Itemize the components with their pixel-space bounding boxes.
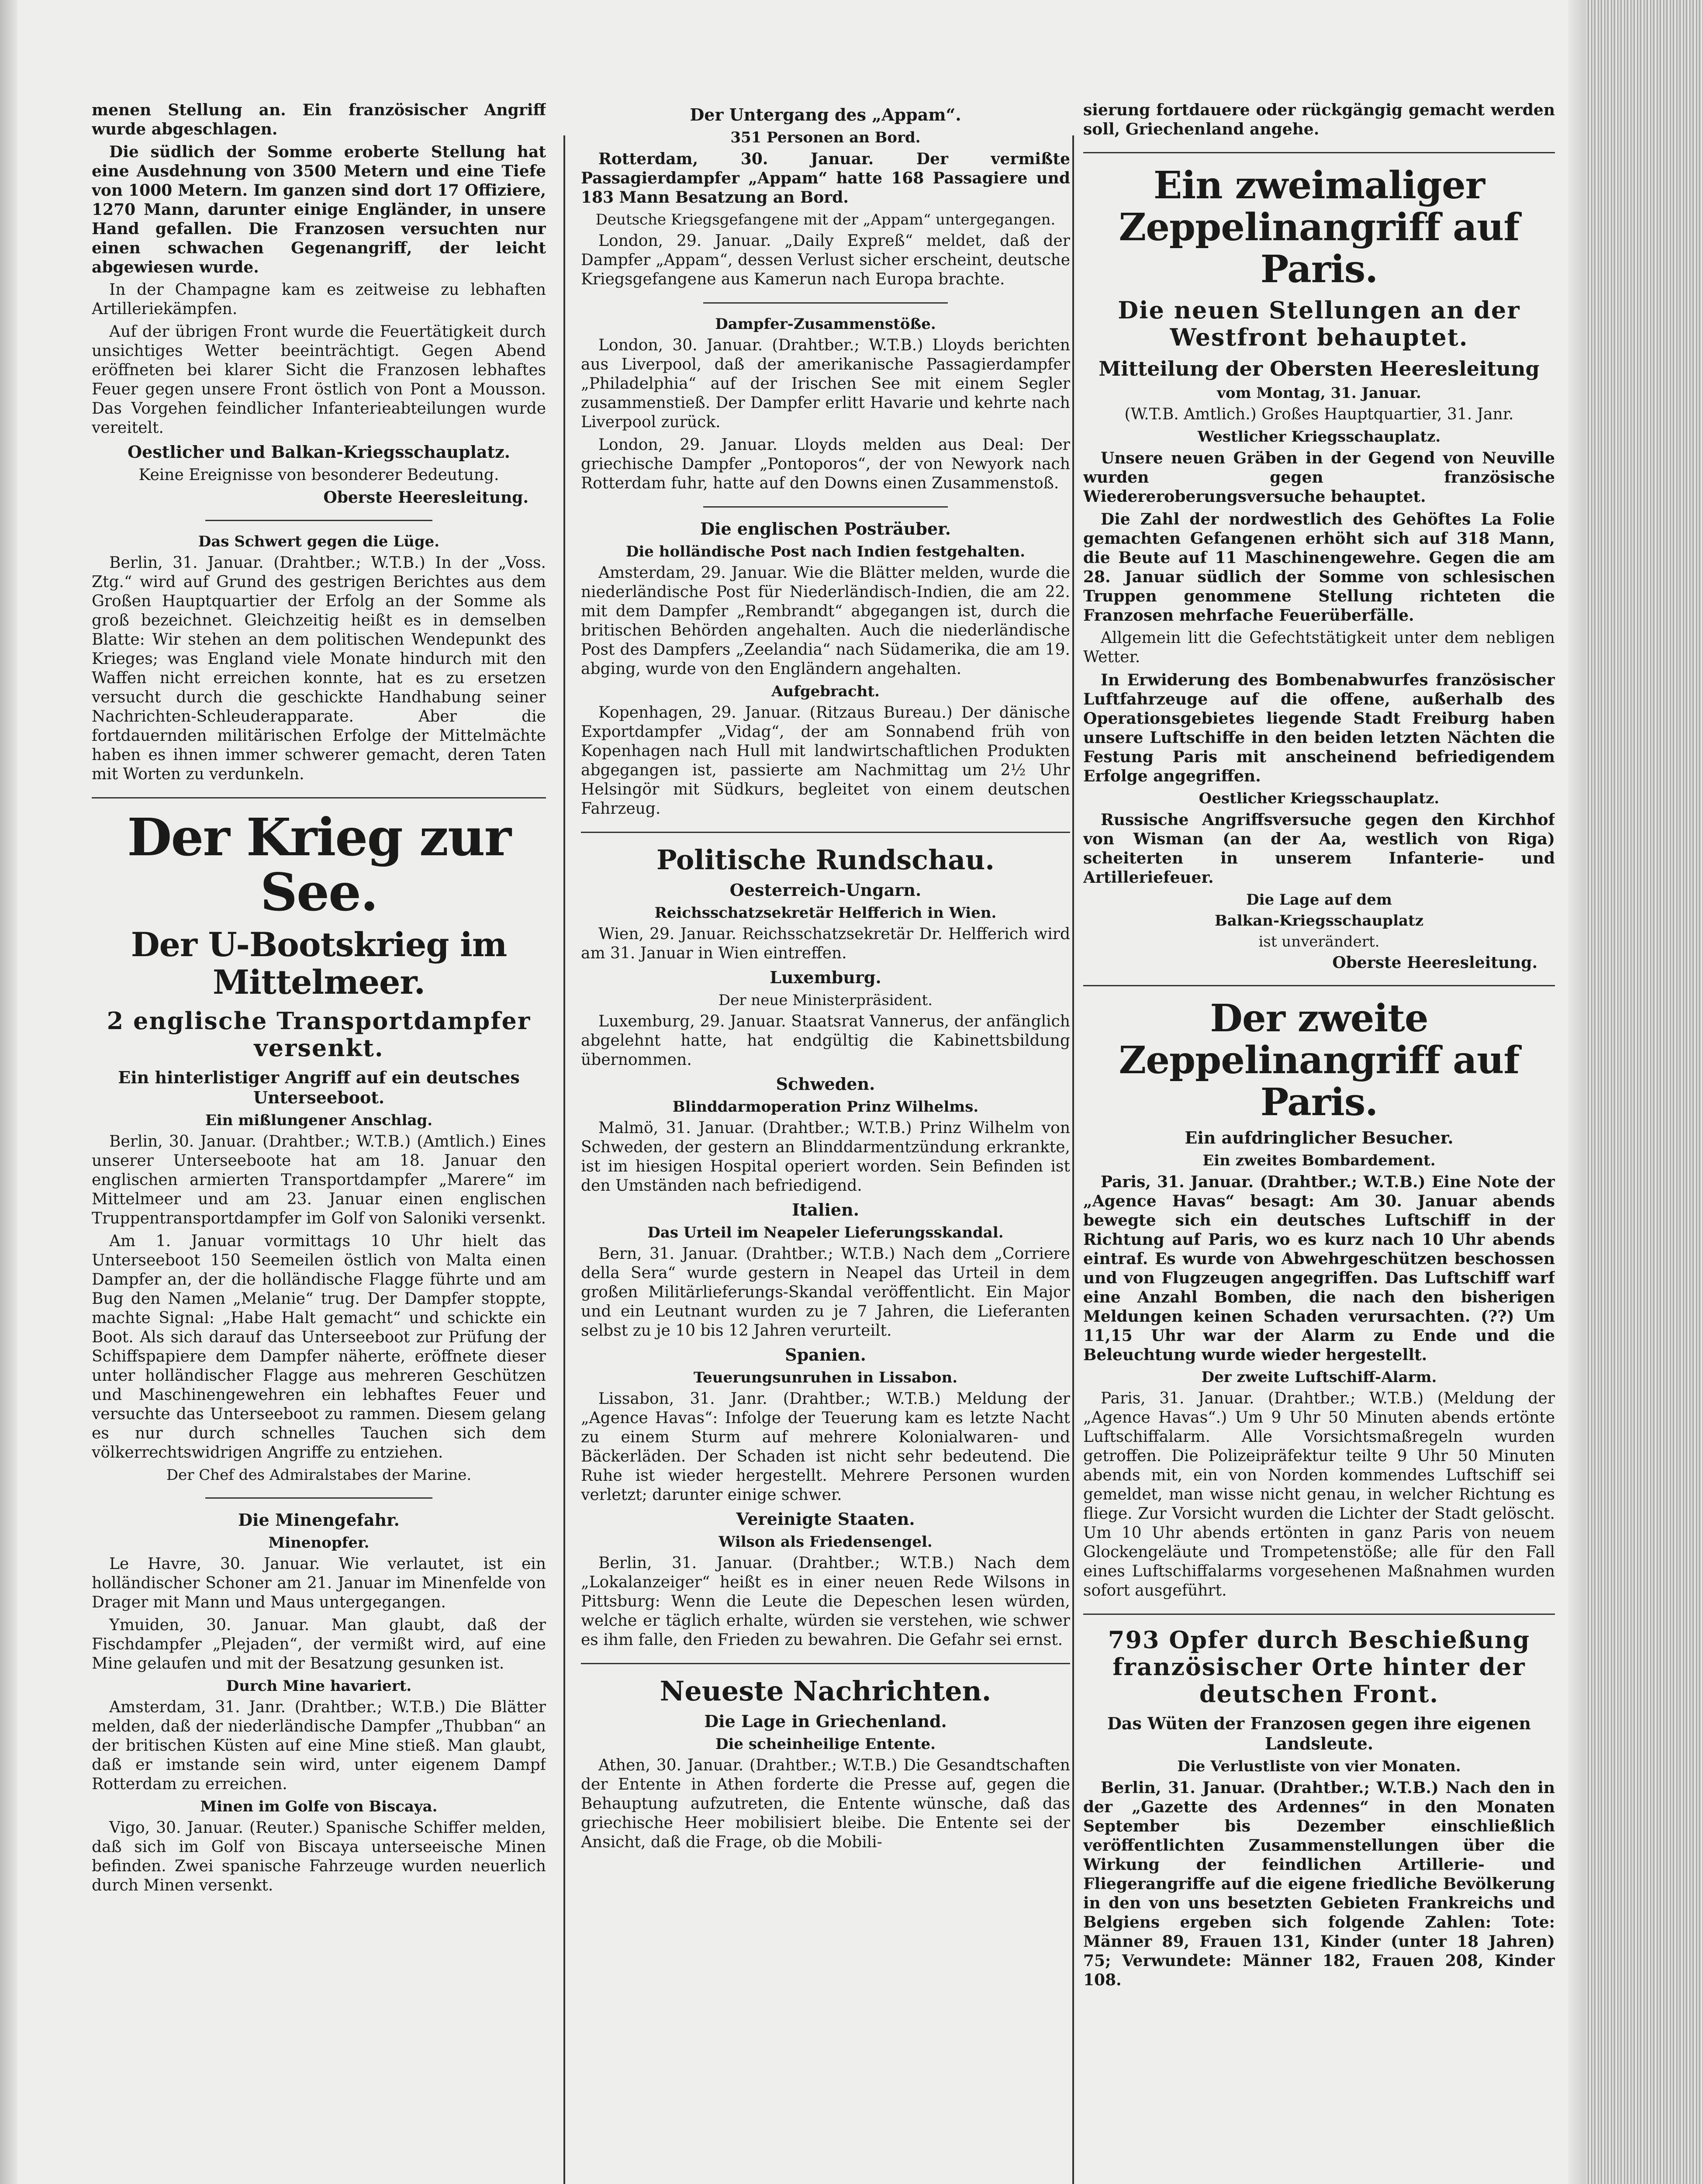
subheadline: Die scheinheilige Entente. bbox=[715, 1735, 936, 1753]
article-paragraph: Berlin, 30. Januar. (Drahtber.; W.T.B.) (Amtlich.) Eines unserer Unterseeboote hat am 18. Januar den englischen armierten Transportdampfer „Marere“ im Mittelmeer und am 23. Januar einen englischen Truppentransportdampfer im Golf von Saloniki versenkt. bbox=[92, 1133, 546, 1227]
subheadline: Das Wüten der Franzosen gegen ihre eigenen Landsleute. bbox=[1107, 1714, 1531, 1753]
country-heading: Schweden. bbox=[776, 1074, 875, 1094]
book-page-edges bbox=[1586, 0, 1703, 2184]
section-heading: Westlicher Kriegsschauplatz. bbox=[1197, 428, 1441, 446]
subheadline: Der zweite Luftschiff-Alarm. bbox=[1201, 1368, 1437, 1386]
article-paragraph: Athen, 30. Januar. (Drahtber.; W.T.B.) Die Gesandtschaften der Entente in Athen forderte die Presse auf, gegen die Behauptung aufzutreten, die Entente wünsche, daß das griechische Heer mobilisiert bleibe. Die Entente sei der Ansicht, daß die Frage, ob die Mobili- bbox=[581, 1756, 1070, 1851]
subheadline: Durch Mine havariert. bbox=[226, 1677, 412, 1695]
article-heading: Dampfer-Zusammenstöße. bbox=[715, 315, 936, 333]
article-paragraph: Allgemein litt die Gefechtstätigkeit unter dem nebligen Wetter. bbox=[1083, 629, 1555, 666]
article-paragraph: Amsterdam, 29. Januar. Wie die Blätter melden, wurde die niederländische Post für Niederländisch-Indien, die am 22. mit dem Dampfer „Rembrandt“ abgegangen ist, durch die britischen Behörden angehalten. Auch die niederländische Post des Dampfers „Zeelandia“ nach Südamerika, die am 19. abging, wurde von den Engländern angehalten. bbox=[581, 564, 1070, 678]
article-paragraph: Unsere neuen Gräben in der Gegend von Neuville wurden gegen französische Wiedereroberungsversuche behauptet. bbox=[1083, 449, 1555, 506]
page-gutter-shadow bbox=[1568, 0, 1586, 2184]
main-headline: Ein zweimaliger Zeppelinangriff auf Paris. bbox=[1119, 163, 1520, 291]
article-heading: Das Schwert gegen die Lüge. bbox=[198, 533, 440, 550]
signature: Der Chef des Admiralstabes der Marine. bbox=[166, 1466, 472, 1484]
subheadline: 351 Personen an Bord. bbox=[730, 129, 921, 146]
subheadline: vom Montag, 31. Januar. bbox=[1217, 384, 1421, 402]
article-heading: Die englischen Posträuber. bbox=[700, 519, 951, 539]
article-paragraph: Russische Angriffsversuche gegen den Kirchhof von Wisman (an der Aa, westlich von Riga) scheiterten in unserem Infanterie- und Artilleriefeuer. bbox=[1083, 811, 1555, 887]
column-3 bbox=[1083, 100, 1555, 2184]
column-divider bbox=[1072, 135, 1074, 2184]
article-heading: Der Untergang des „Appam“. bbox=[690, 105, 961, 124]
divider bbox=[1083, 1614, 1555, 1615]
headline: 793 Opfer durch Beschießung französischer Orte hinter der deutschen Front. bbox=[1108, 1626, 1530, 1708]
subheadline: Die Verlustliste von vier Monaten. bbox=[1177, 1758, 1461, 1775]
article-paragraph: In der Champagne kam es zeitweise zu lebhaften Artilleriekämpfen. bbox=[92, 281, 546, 318]
section-heading: Oestlicher Kriegsschauplatz. bbox=[1199, 790, 1440, 807]
subheadline: Wilson als Friedensengel. bbox=[719, 1533, 933, 1551]
article-paragraph: Die südlich der Somme eroberte Stellung hat eine Ausdehnung von 3500 Metern und eine Tiefe von 1000 Metern. Im ganzen sind dort 17 Offiziere, 1270 Mann, darunter einige Engländer, in unsere Hand gefallen. Die Franzosen versuchten nur einen schwachen Gegenangriff, der leicht abgewiesen wurde. bbox=[92, 143, 546, 276]
article-paragraph: Vigo, 30. Januar. (Reuter.) Spanische Schiffer melden, daß sich im Golf von Biscaya unterseeische Minen befinden. Zwei spanische Fahrzeuge wurden neuerlich durch Minen versenkt. bbox=[92, 1819, 546, 1894]
article-paragraph: Berlin, 31. Januar. (Drahtber.; W.T.B.) Nach dem „Lokalanzeiger“ heißt es in einer neuen Rede Wilsons in Pittsburg: Wenn die Leute die Depeschen lesen würden, welche er täglich erhalte, würden sie verstehen, wie schwer es ihm falle, den Frieden zu bewahren. Die Gefahr sei ernst. bbox=[581, 1554, 1070, 1649]
article-paragraph: London, 29. Januar. Lloyds melden aus Deal: Der griechische Dampfer „Pontoporos“, der von Newyork nach Rotterdam fuhr, hatte auf den Downs einen Zusammenstoß. bbox=[581, 436, 1070, 492]
subheadline: Aufgebracht. bbox=[771, 683, 880, 700]
country-heading: Italien. bbox=[792, 1200, 859, 1220]
country-heading: Oesterreich-Ungarn. bbox=[729, 880, 922, 900]
article-paragraph: Am 1. Januar vormittags 10 Uhr hielt das Unterseeboot 150 Seemeilen östlich von Malta einen Dampfer an, der die holländische Flagge führte und am Bug den Namen „Melanie“ trug. Der Dampfer stoppte, machte Signal: „Habe Halt gemacht“ und schickte ein Boot. Als sich darauf das Unterseeboot zur Prüfung der Schiffspapiere dem Dampfer näherte, eröffnete dieser unter holländischer Flagge aus mehreren Geschützen und Maschinengewehren ein lebhaftes Feuer und versuchte das Unterseeboot zu rammen. Diesem gelang es nur durch schnelles Tauchen sich dem völkerrechtswidrigen Angriffe zu entziehen. bbox=[92, 1232, 546, 1462]
article-heading: Die Lage in Griechenland. bbox=[704, 1711, 947, 1731]
headline: Der U-Bootskrieg im Mittelmeer. bbox=[131, 925, 507, 1002]
section-heading: Oestlicher und Balkan-Kriegsschauplatz. bbox=[128, 442, 510, 462]
column-divider bbox=[563, 135, 565, 2184]
article-paragraph: Amsterdam, 31. Janr. (Drahtber.; W.T.B.) Die Blätter melden, daß der niederländische Dampfer „Thubban“ an der britischen Küsten auf eine Mine stieß. Man glaubt, daß er imstande sein wird, unter eigenem Dampf Rotterdam zu erreichen. bbox=[92, 1698, 546, 1793]
text-line: ist unverändert. bbox=[1258, 933, 1380, 950]
subheadline: Die holländische Post nach Indien festgehalten. bbox=[625, 543, 1026, 560]
article-paragraph: Luxemburg, 29. Januar. Staatsrat Vannerus, der anfänglich abgelehnt hatte, hat endgültig die Kabinettsbildung übernommen. bbox=[581, 1013, 1070, 1069]
subheadline: Minenopfer. bbox=[268, 1534, 370, 1552]
divider bbox=[1083, 985, 1555, 986]
divider bbox=[92, 797, 546, 798]
divider bbox=[205, 1497, 432, 1499]
article-paragraph: London, 30. Januar. (Drahtber.; W.T.B.) Lloyds berichten aus Liverpool, daß der amerikanische Passagierdampfer „Philadelphia“ auf der Irischen See mit einem Segler zusammenstieß. Der Dampfer erlitt Havarie und kehrte nach Liverpool zurück. bbox=[581, 336, 1070, 431]
subheadline: Das Urteil im Neapeler Lieferungsskandal. bbox=[647, 1224, 1004, 1241]
article-paragraph: London, 29. Januar. „Daily Expreß“ meldet, daß der Dampfer „Appam“, dessen Verlust sicher erscheint, deutsche Kriegsgefangene aus Kamerun nach Europa brachte. bbox=[581, 232, 1070, 288]
left-page-margin bbox=[0, 0, 17, 2184]
article-paragraph: Lissabon, 31. Janr. (Drahtber.; W.T.B.) Meldung der „Agence Havas“: Infolge der Teuerung kam es letzte Nacht zu einem Sturm auf mehrere Kolonialwaren- und Bäckerläden. Der Schaden ist nicht sehr bedeutend. Die Ruhe ist wieder hergestellt. Mehrere Personen wurden verletzt; darunter einige schwer. bbox=[581, 1390, 1070, 1504]
divider bbox=[581, 832, 1070, 833]
article-paragraph: Ymuiden, 30. Januar. Man glaubt, daß der Fischdampfer „Plejaden“, der vermißt wird, auf eine Mine gelaufen und mit der Besatzung gesunken ist. bbox=[92, 1616, 546, 1673]
article-paragraph: (W.T.B. Amtlich.) Großes Hauptquartier, 31. Janr. bbox=[1124, 405, 1514, 423]
text-line: Die Lage auf dem bbox=[1246, 891, 1392, 909]
article-paragraph: In Erwiderung des Bombenabwurfes französischer Luftfahrzeuge auf die offene, außerhalb des Operationsgebietes liegende Stadt Freiburg haben unsere Luftschiffe in den beiden letzten Nächten die Festung Paris mit anscheinend befriedigendem Erfolge angegriffen. bbox=[1083, 671, 1555, 785]
section-heading: Balkan-Kriegsschauplatz bbox=[1214, 912, 1424, 930]
article-paragraph: Paris, 31. Januar. (Drahtber.; W.T.B.) Eine Note der „Agence Havas“ besagt: Am 30. Januar abends bewegte sich ein deutsches Luftschiff in der Richtung auf Paris, wo es kurz nach 10 Uhr abends eintraf. Es wurde von Abwehrgeschützen beschossen und von Flugzeugen angegriffen. Das Luftschiff warf eine Anzahl Bomben, die nach den bisherigen Meldungen keinen Schaden verursachten. (??) Um 11,15 Uhr war der Alarm zu Ende und die Beleuchtung wurde wieder hergestellt. bbox=[1083, 1173, 1555, 1364]
column-2 bbox=[581, 100, 1070, 2184]
article-paragraph: Bern, 31. Januar. (Drahtber.; W.T.B.) Nach dem „Corriere della Sera“ wurde gestern in Neapel das Urteil in dem großen Militärlieferungs-Skandal veröffentlicht. Ein Major und ein Leutnant wurden zu je 7 Jahren, die Lieferanten selbst zu je 10 bis 12 Jahren verurteilt. bbox=[581, 1245, 1070, 1340]
article-paragraph: Wien, 29. Januar. Reichsschatzsekretär Dr. Helfferich wird am 31. Januar in Wien eintreffen. bbox=[581, 925, 1070, 962]
article-heading: Die Minengefahr. bbox=[238, 1510, 400, 1530]
article-paragraph: Paris, 31. Januar. (Drahtber.; W.T.B.) (Meldung der „Agence Havas“.) Um 9 Uhr 50 Minuten abends ertönte Luftschiffalarm. Alle Vorsichtsmaßregeln wurden getroffen. Die Polizeipräfektur teilte 9 Uhr 50 Minuten abends mit, ein von Norden kommendes Luftschiff sei gemeldet, man wisse nicht genau, in welcher Richtung es fliege. Zur Vorsicht wurden die Lichter der Stadt gelöscht. Um 10 Uhr abends ertönten in ganz Paris von neuem Glockengeläute und Trompetenstöße; alle für den Fall eines Luftschiffalarms vorgesehenen Maßnahmen wurden sofort ausgeführt. bbox=[1083, 1389, 1555, 1600]
main-headline: Der Krieg zur See. bbox=[127, 807, 511, 923]
country-heading: Luxemburg. bbox=[770, 968, 881, 987]
subheadline: Teuerungsunruhen in Lissabon. bbox=[693, 1369, 958, 1386]
divider bbox=[1083, 152, 1555, 153]
section-headline: Neueste Nachrichten. bbox=[660, 1675, 991, 1707]
subheadline: Ein mißlungener Anschlag. bbox=[205, 1112, 433, 1129]
article-paragraph: sierung fortdauere oder rückgängig gemacht werden soll, Griechenland angehe. bbox=[1083, 101, 1555, 138]
article-paragraph: Auf der übrigen Front wurde die Feuertätigkeit durch unsichtiges Wetter beeinträchtigt. Gegen Abend eröffneten bei klarer Sicht die Franzosen lebhaftes Feuer gegen unsere Front östlich von Pont a Mousson. Das Vorgehen feindlicher Infanterieabteilungen wurde vereitelt. bbox=[92, 323, 546, 437]
article-paragraph: Kopenhagen, 29. Januar. (Ritzaus Bureau.) Der dänische Exportdampfer „Vidag“, der am Sonnabend früh von Kopenhagen nach Hull mit landwirtschaftlichen Produkten abgegangen ist, passierte am Nachmittag um 2½ Uhr Helsingör mit Südkurs, begleitet von einem deutschen Fahrzeug. bbox=[581, 704, 1070, 818]
article-paragraph: menen Stellung an. Ein französischer Angriff wurde abgeschlagen. bbox=[92, 101, 546, 138]
divider bbox=[581, 1663, 1070, 1664]
article-paragraph: Malmö, 31. Januar. (Drahtber.; W.T.B.) Prinz Wilhelm von Schweden, der gestern an Blinddarmentzündung erkrankte, ist im hiesigen Hospital operiert worden. Sein Befinden ist den Umständen nach befriedigend. bbox=[581, 1119, 1070, 1195]
article-paragraph: Keine Ereignisse von besonderer Bedeutung. bbox=[138, 466, 499, 484]
main-headline: Der zweite Zeppelinangriff auf Paris. bbox=[1119, 996, 1520, 1124]
country-heading: Vereinigte Staaten. bbox=[736, 1509, 915, 1529]
signature: Oberste Heeresleitung. bbox=[323, 488, 529, 507]
article-paragraph: Berlin, 31. Januar. (Drahtber.; W.T.B.) Nach den in der „Gazette des Ardennes“ in den Monaten September bis Dezember einschließlich veröffentlichten Zusammenstellungen über die Wirkung der feindlichen Artillerie- und Fliegerangriffe auf die eigene friedliche Bevölkerung in den von uns besetzten Gebieten Frankreichs und Belgiens ergeben sich folgende Zahlen: Tote: Männer 89, Frauen 131, Kinder (unter 18 Jahren) 75; Verwundete: Männer 182, Frauen 208, Kinder 108. bbox=[1083, 1779, 1555, 1989]
article-paragraph: Berlin, 31. Januar. (Drahtber.; W.T.B.) In der „Voss. Ztg.“ wird auf Grund des gestrigen Berichtes aus dem Großen Hauptquartier der Erfolg an der Somme als groß bezeichnet. Gleichzeitig heißt es in demselben Blatte: Wir stehen an dem politischen Wendepunkt des Krieges; was England viele Monate hindurch mit den Waffen nicht erreichen konnte, hat es zu ersetzen versucht durch die geschickte Handhabung seiner Nachrichten-Schleuderapparate. Aber die fortdauernden militärischen Erfolge der Mittelmächte haben es ihnen immer schwerer gemacht, deren Taten mit Worten zu verdunkeln. bbox=[92, 554, 546, 783]
subheadline: Der neue Ministerpräsident. bbox=[718, 992, 933, 1009]
divider bbox=[703, 302, 948, 304]
subheadline: Ein zweites Bombardement. bbox=[1202, 1152, 1436, 1169]
divider bbox=[205, 520, 432, 521]
article-paragraph: Die Zahl der nordwestlich des Gehöftes La Folie gemachten Gefangenen erhöht sich auf 318 Mann, die Beute auf 11 Maschinengewehre. Gegen die am 28. Januar südlich der Somme von schlesischen Truppen genommene Stellung richteten die Franzosen mehrfache Feuerüberfälle. bbox=[1083, 510, 1555, 625]
signature: Oberste Heeresleitung. bbox=[1332, 954, 1537, 972]
divider bbox=[703, 506, 948, 508]
headline: Die neuen Stellungen an der Westfront behauptet. bbox=[1118, 296, 1520, 351]
subheadline: Minen im Golfe von Biscaya. bbox=[200, 1798, 438, 1815]
column-1 bbox=[92, 100, 546, 2184]
subheadline: Ein hinterlistiger Angriff auf ein deutsches Unterseeboot. bbox=[118, 1068, 520, 1107]
subheadline: Mitteilung der Obersten Heeresleitung bbox=[1098, 357, 1540, 380]
article-paragraph: Rotterdam, 30. Januar. Der vermißte Passagierdampfer „Appam“ hatte 168 Passagiere und 183 Mann Besatzung an Bord. bbox=[581, 150, 1070, 207]
subheadline: Ein aufdringlicher Besucher. bbox=[1185, 1128, 1454, 1147]
country-heading: Spanien. bbox=[785, 1345, 866, 1365]
subheadline: Reichsschatzsekretär Helfferich in Wien. bbox=[654, 904, 997, 922]
headline: 2 englische Transportdampfer versenkt. bbox=[107, 1007, 531, 1062]
article-paragraph: Le Havre, 30. Januar. Wie verlautet, ist ein holländischer Schoner am 21. Januar im Minenfelde von Drager mit Mann und Maus untergegangen. bbox=[92, 1555, 546, 1611]
section-headline: Politische Rundschau. bbox=[656, 844, 995, 876]
subheadline: Deutsche Kriegsgefangene mit der „Appam“ untergegangen. bbox=[595, 211, 1056, 228]
subheadline: Blinddarmoperation Prinz Wilhelms. bbox=[672, 1098, 979, 1116]
